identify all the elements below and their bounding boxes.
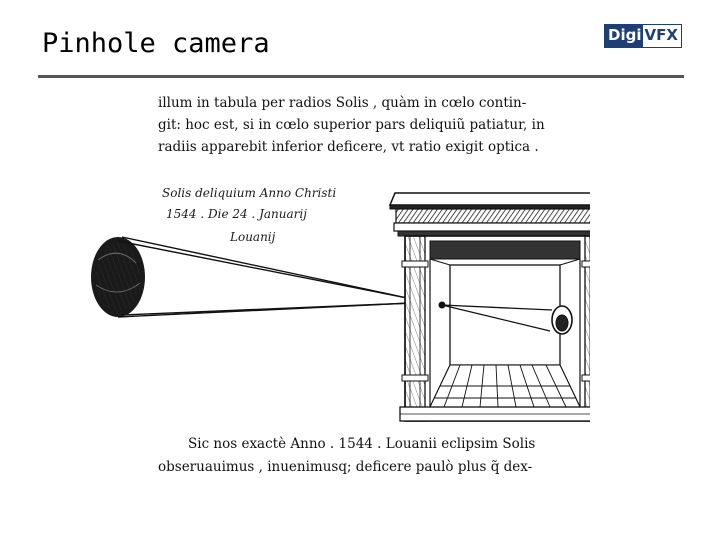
latin-text-line-2: git: hoc est, si in cœlo superior pars deliquiũ patiatur, in bbox=[158, 117, 545, 133]
title-divider bbox=[38, 75, 684, 78]
latin-text-line-4: Sic nos exactè Anno . 1544 . Louanii eclipsim Solis bbox=[188, 436, 536, 452]
handwritten-line-2: 1544 . Die 24 . Januarij bbox=[166, 207, 307, 221]
latin-text-line-1: illum in tabula per radios Solis , quàm in cœlo contin- bbox=[158, 95, 527, 111]
handwritten-line-3: Louanij bbox=[230, 230, 276, 244]
logo-text-digi: Digi bbox=[605, 25, 643, 47]
camera-obscura-woodcut bbox=[60, 85, 590, 495]
woodcut-illustration bbox=[60, 85, 590, 495]
slide-title: Pinhole camera bbox=[42, 28, 270, 59]
projected-sun-image-icon bbox=[556, 315, 568, 331]
eclipsed-sun-icon bbox=[91, 237, 145, 317]
latin-text-line-5: obseruauimus , inuenimusq; deficere paulò plus q̃ dex- bbox=[158, 459, 533, 475]
digivfx-logo bbox=[604, 24, 682, 48]
latin-text-line-3: radiis apparebit inferior deficere, vt ratio exigit optica . bbox=[158, 139, 539, 155]
logo-text-vfx: VFX bbox=[643, 25, 680, 47]
handwritten-line-1: Solis deliquium Anno Christi bbox=[162, 186, 337, 200]
light-rays bbox=[118, 237, 412, 317]
